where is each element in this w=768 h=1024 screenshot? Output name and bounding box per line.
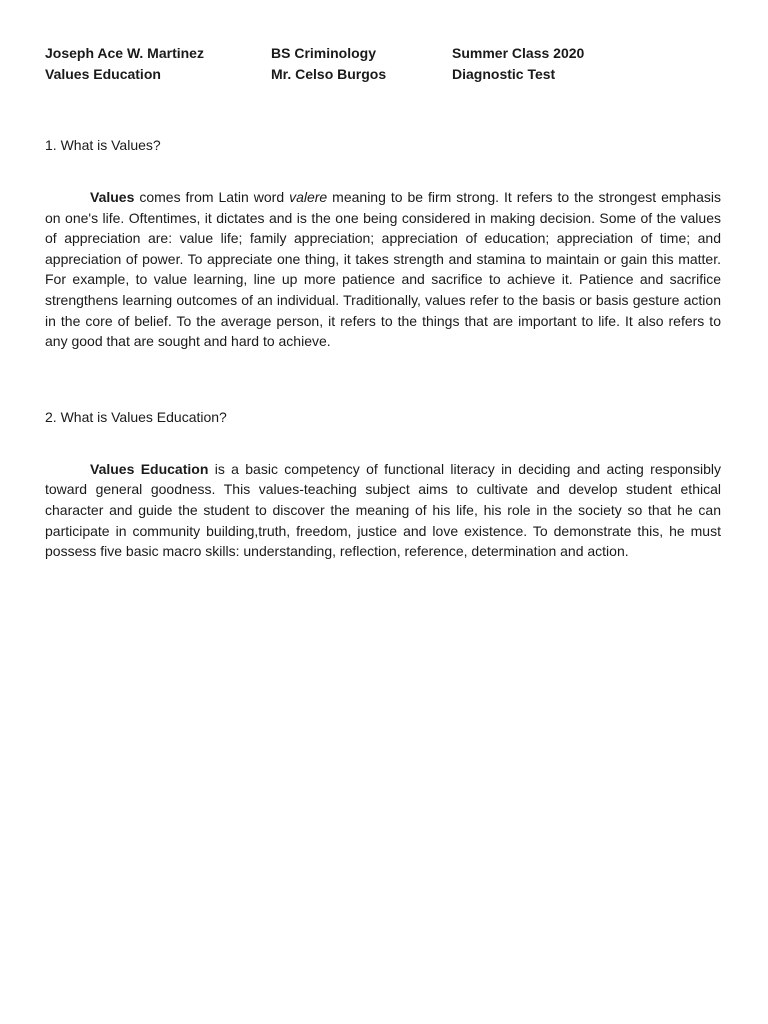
question-1: 1. What is Values? [45,137,161,153]
test-name: Diagnostic Test [452,66,556,82]
answer-2-text: is a basic competency of functional literacy in deciding and acting responsibly toward general goodness. This values-teaching subject aims to cultivate and develop student ethical character and guide the student to discover the meaning of his life, his role in the society so that he can participate in community building,truth, freedom, justice and love existence. To demonstrate this, he must possess five basic macro skills: understanding, reflection, reference, determination and action. [45,460,721,560]
document-header [45,44,721,84]
answer-1-term: Values [90,189,135,205]
student-name: Joseph Ace W. Martinez [45,45,204,61]
answer-1-latin-word: valere [289,189,328,205]
question-2: 2. What is Values Education? [45,408,227,425]
answer-1-text-a: comes from Latin word [134,189,290,205]
answer-2 [45,459,721,562]
answer-1-text-b: meaning to be firm strong. It refers to the strongest emphasis on one's life. Oftentimes, it dictates and is the one being considered in making decision. Some of the values of appreciation are: value life; family appreciation; appreciation of education; appreciation of time; and appreciation of power. To appreciate one thing, it takes strength and stamina to maintain or gain this matter. For example, to value learning, line up more patience and sacrifice to achieve it. Patience and sacrifice strengthens learning outcomes of an individual. Traditionally, values refer to the basis or basis gesture action in the core of belief. To the average person, it refers to the things that are important to life. It also refers to any good that are sought and hard to achieve. [45,189,721,350]
answer-2-term: Values Education [90,460,209,477]
subject-name: Values Education [45,66,161,82]
program-name: BS Criminology [271,45,377,61]
teacher-name: Mr. Celso Burgos [271,66,387,82]
document-page [45,44,721,562]
class-term: Summer Class 2020 [452,45,585,61]
answer-1 [45,187,721,352]
